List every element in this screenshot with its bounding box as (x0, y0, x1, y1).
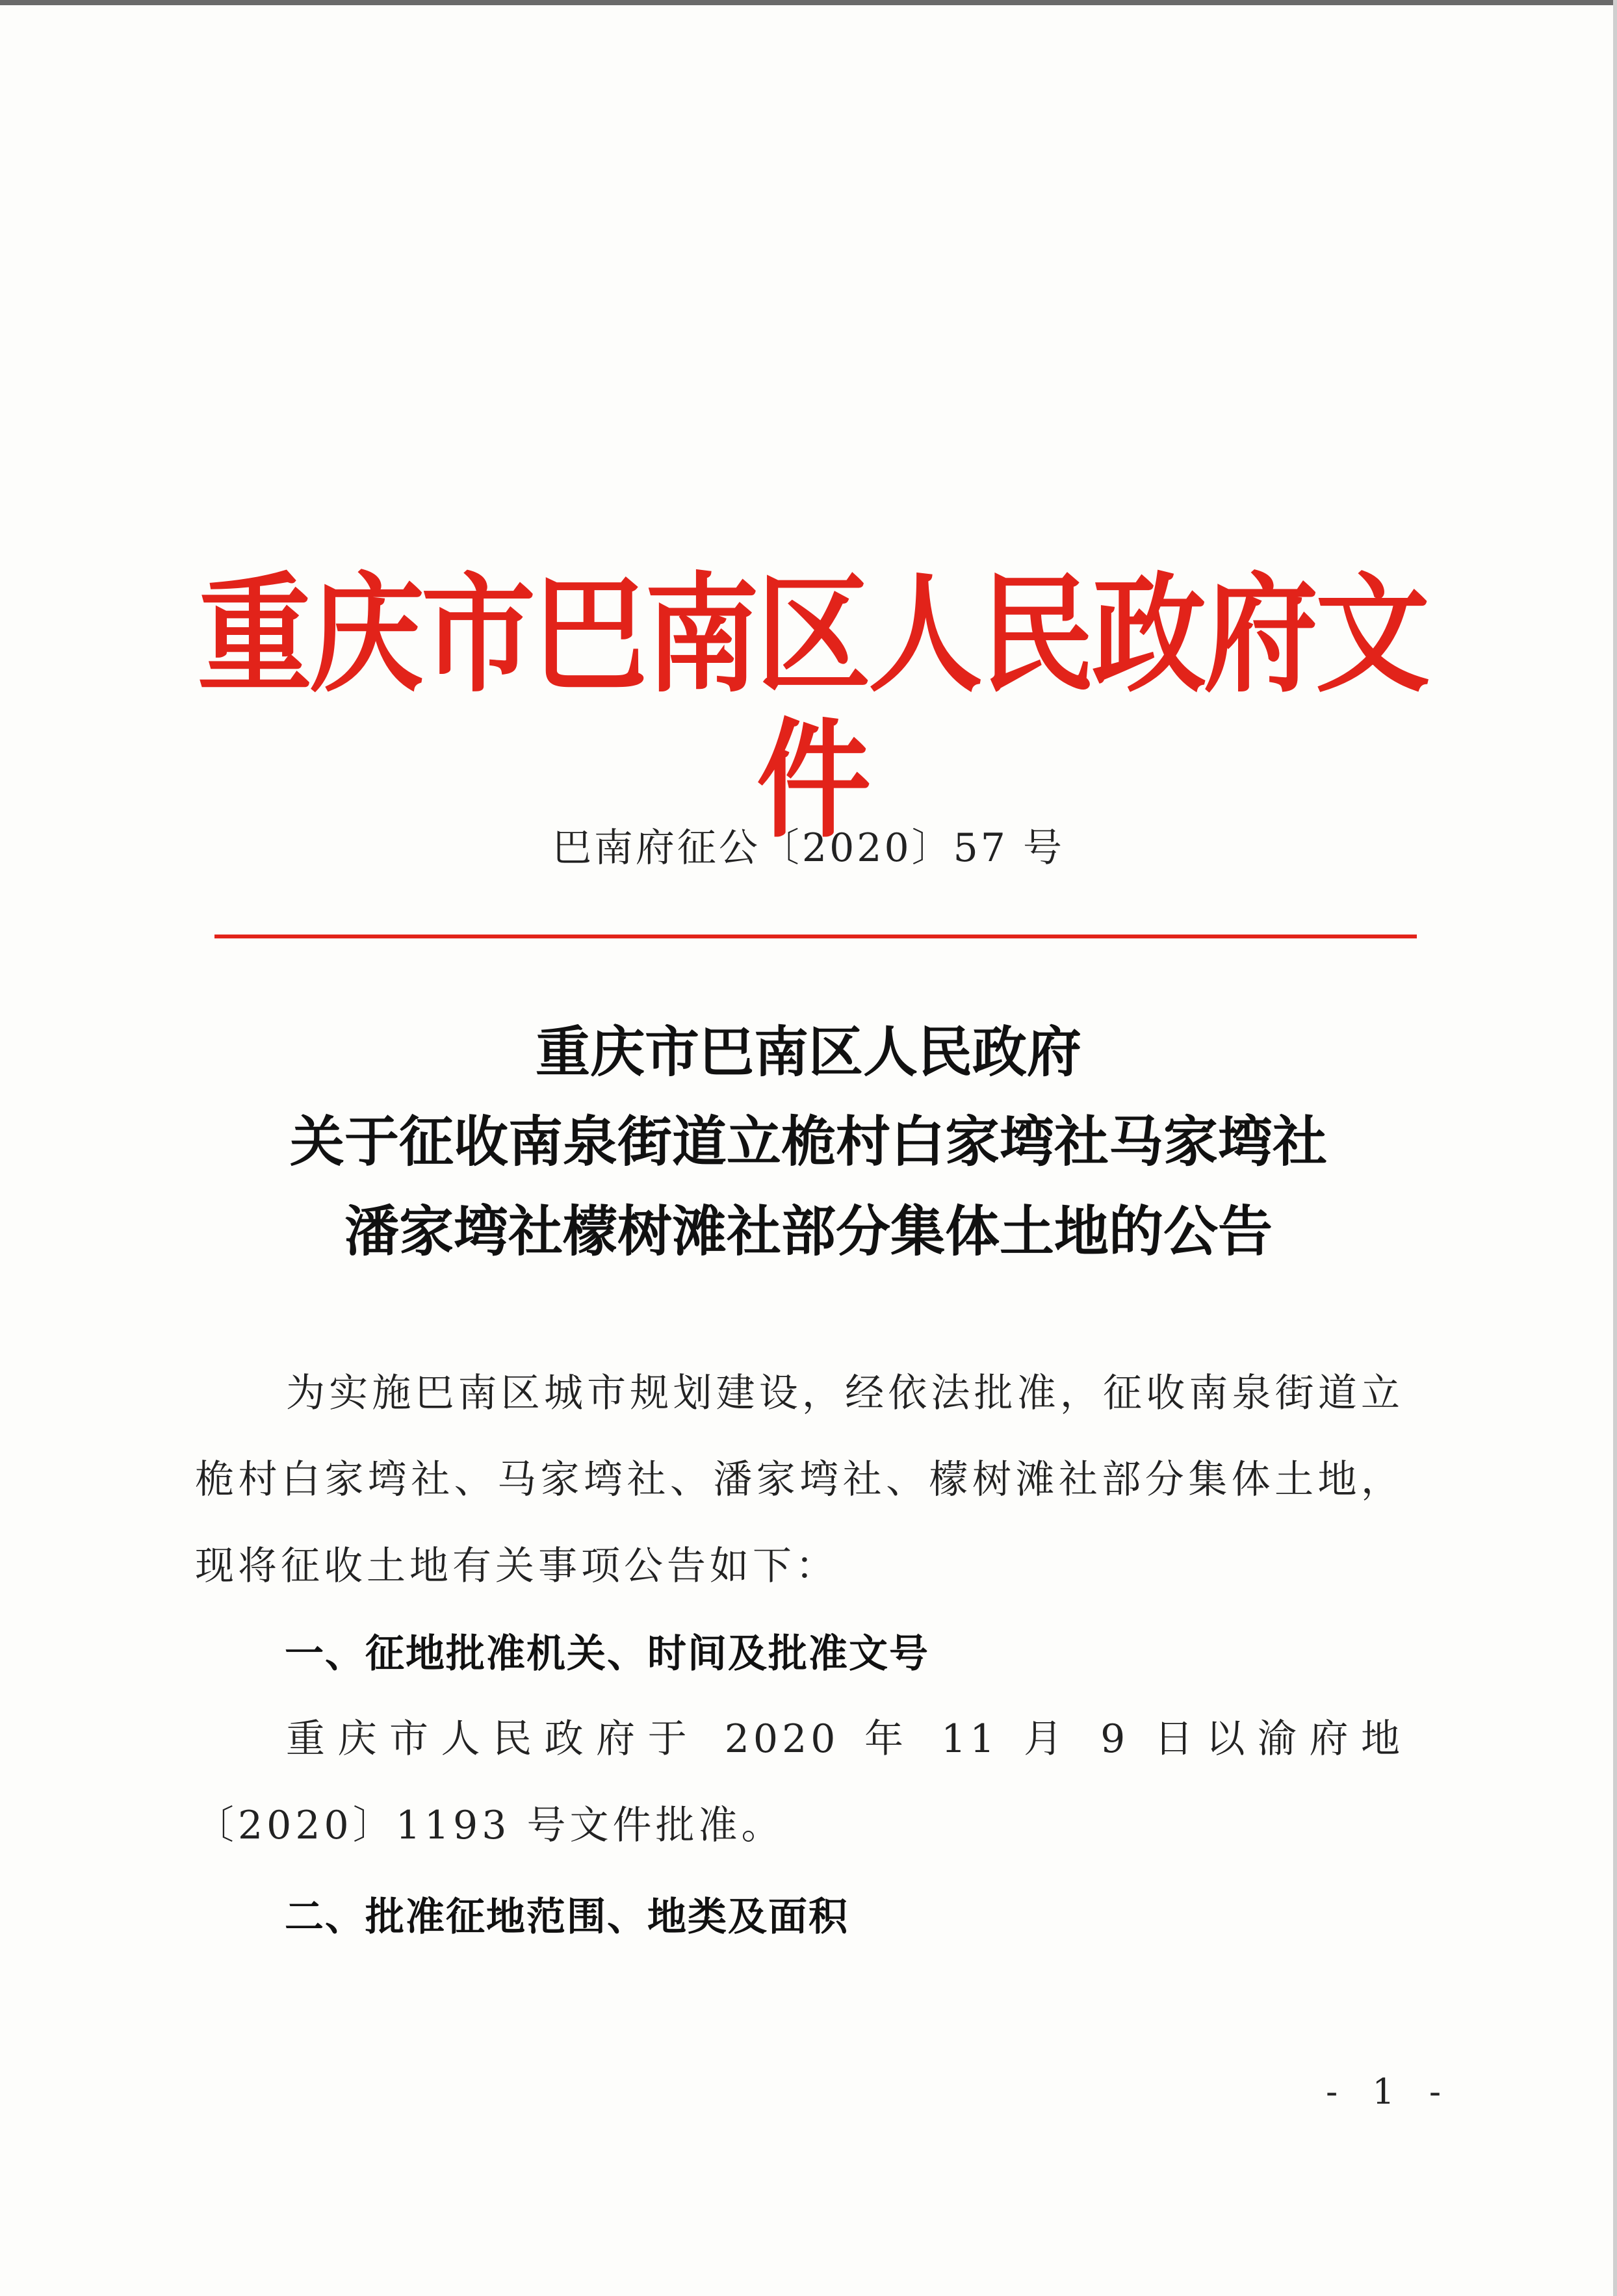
intro-paragraph: 为实施巴南区城市规划建设，经依法批准，征收南泉街道立桅村白家塆社、马家塆社、潘家塆社、檬树滩社部分集体土地，现将征收土地有关事项公告如下： (195, 1371, 1404, 1589)
title-line-1: 重庆市巴南区人民政府 (535, 1020, 1081, 1084)
section-2-heading: 二、批准征地范围、地类及面积 (285, 1894, 849, 1940)
scan-edge-top (0, 0, 1617, 5)
document-number: 巴南府征公〔2020〕57 号 (552, 825, 1065, 871)
page-number: - 1 - (1326, 2071, 1453, 2112)
title-line-2: 关于征收南泉街道立桅村白家塆社马家塆社 (289, 1109, 1327, 1174)
title-line-3: 潘家塆社檬树滩社部分集体土地的公告 (344, 1199, 1273, 1263)
section-1-heading: 一、征地批准机关、时间及批准文号 (285, 1631, 929, 1677)
scan-edge-right (1613, 0, 1617, 2296)
announcement-title (130, 1007, 1487, 1276)
section-1-paragraph: 重庆市人民政府于 2020 年 11 月 9 日以渝府地〔2020〕1193 号文件批准。 (195, 1716, 1404, 1848)
red-divider-rule (214, 935, 1417, 938)
document-masthead: 重庆市巴南区人民政府文件 (197, 559, 1427, 856)
